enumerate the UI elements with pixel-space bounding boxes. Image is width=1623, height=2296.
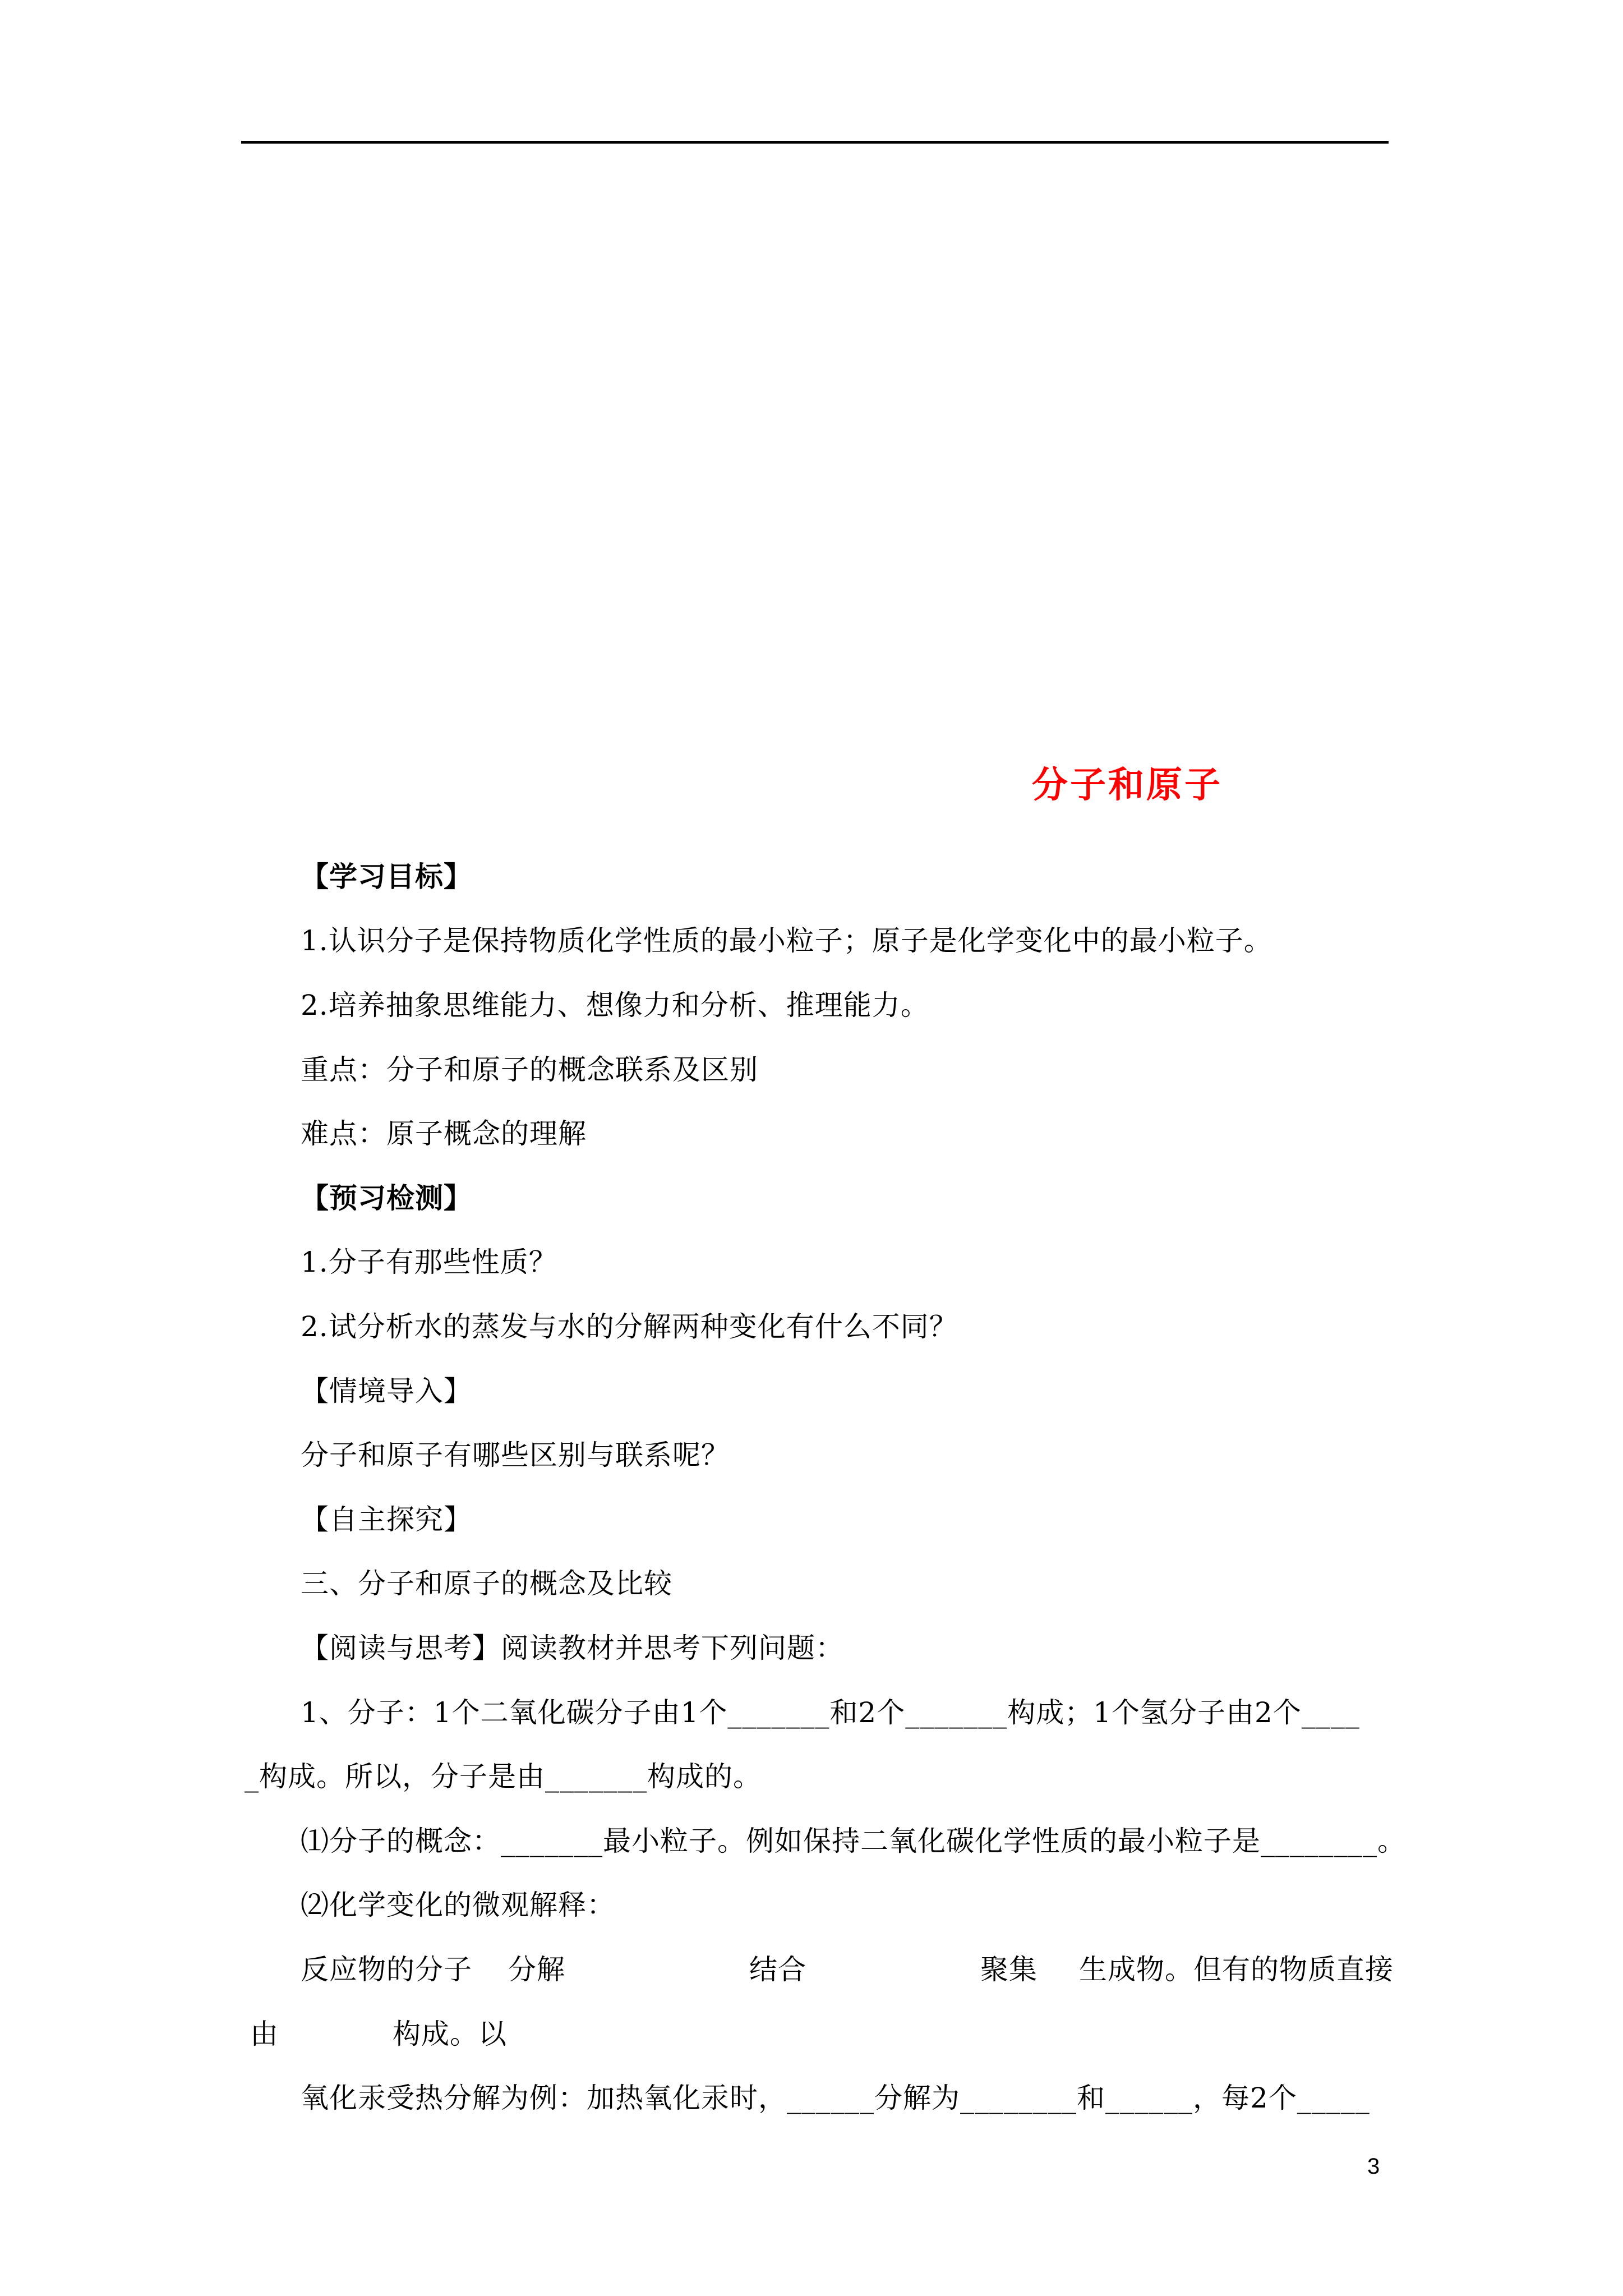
question-1-line-2: _构成。所以，分子是由_______构成的。: [245, 1760, 762, 1793]
section-3-title: 三、分子和原子的概念及比较: [301, 1567, 672, 1600]
objective-2: 2.培养抽象思维能力、想像力和分析、推理能力。: [301, 989, 929, 1022]
preview-question-1: 1.分子有那些性质？: [301, 1246, 557, 1278]
page-number: 3: [1367, 2154, 1380, 2179]
preview-heading: 【预习检测】: [301, 1182, 472, 1214]
objectives-heading: 【学习目标】: [301, 861, 472, 893]
difficult-point: 难点：原子概念的理解: [301, 1117, 587, 1150]
chemical-change-heading: ⑵化学变化的微观解释：: [301, 1889, 615, 1921]
page-title: 分子和原子: [1032, 765, 1223, 806]
reaction-decompose: 分解: [508, 1953, 565, 1986]
scenario-text: 分子和原子有哪些区别与联系呢？: [301, 1439, 730, 1471]
header-rule: [241, 141, 1389, 144]
reaction-reactant-molecule: 反应物的分子: [301, 1953, 472, 1986]
reaction-by: 由: [250, 2018, 279, 2050]
objective-1: 1.认识分子是保持物质化学性质的最小粒子；原子是化学变化中的最小粒子。: [301, 924, 1272, 957]
preview-question-2: 2.试分析水的蒸发与水的分解两种变化有什么不同？: [301, 1310, 958, 1343]
scenario-heading: 【情境导入】: [301, 1375, 472, 1407]
molecule-concept-line: ⑴分子的概念：_______最小粒子。例如保持二氧化碳化学性质的最小粒子是________。: [301, 1825, 1406, 1857]
reaction-composed: 构成。以: [393, 2018, 507, 2050]
reaction-aggregate: 聚集: [980, 1953, 1038, 1986]
key-point: 重点：分子和原子的概念联系及区别: [301, 1053, 758, 1086]
question-1-line-1: 1、分子：1个二氧化碳分子由1个_______和2个_______构成；1个氢分子由2个____: [301, 1696, 1360, 1729]
explore-heading: 【自主探究】: [301, 1503, 472, 1536]
reaction-product: 生成物。但有的物质直接: [1079, 1953, 1394, 1986]
mercury-oxide-line: 氧化汞受热分解为例：加热氧化汞时，______分解为________和______，每2个_____: [301, 2082, 1370, 2114]
reaction-combine: 结合: [749, 1953, 806, 1986]
reading-prompt: 【阅读与思考】阅读教材并思考下列问题：: [301, 1632, 844, 1664]
